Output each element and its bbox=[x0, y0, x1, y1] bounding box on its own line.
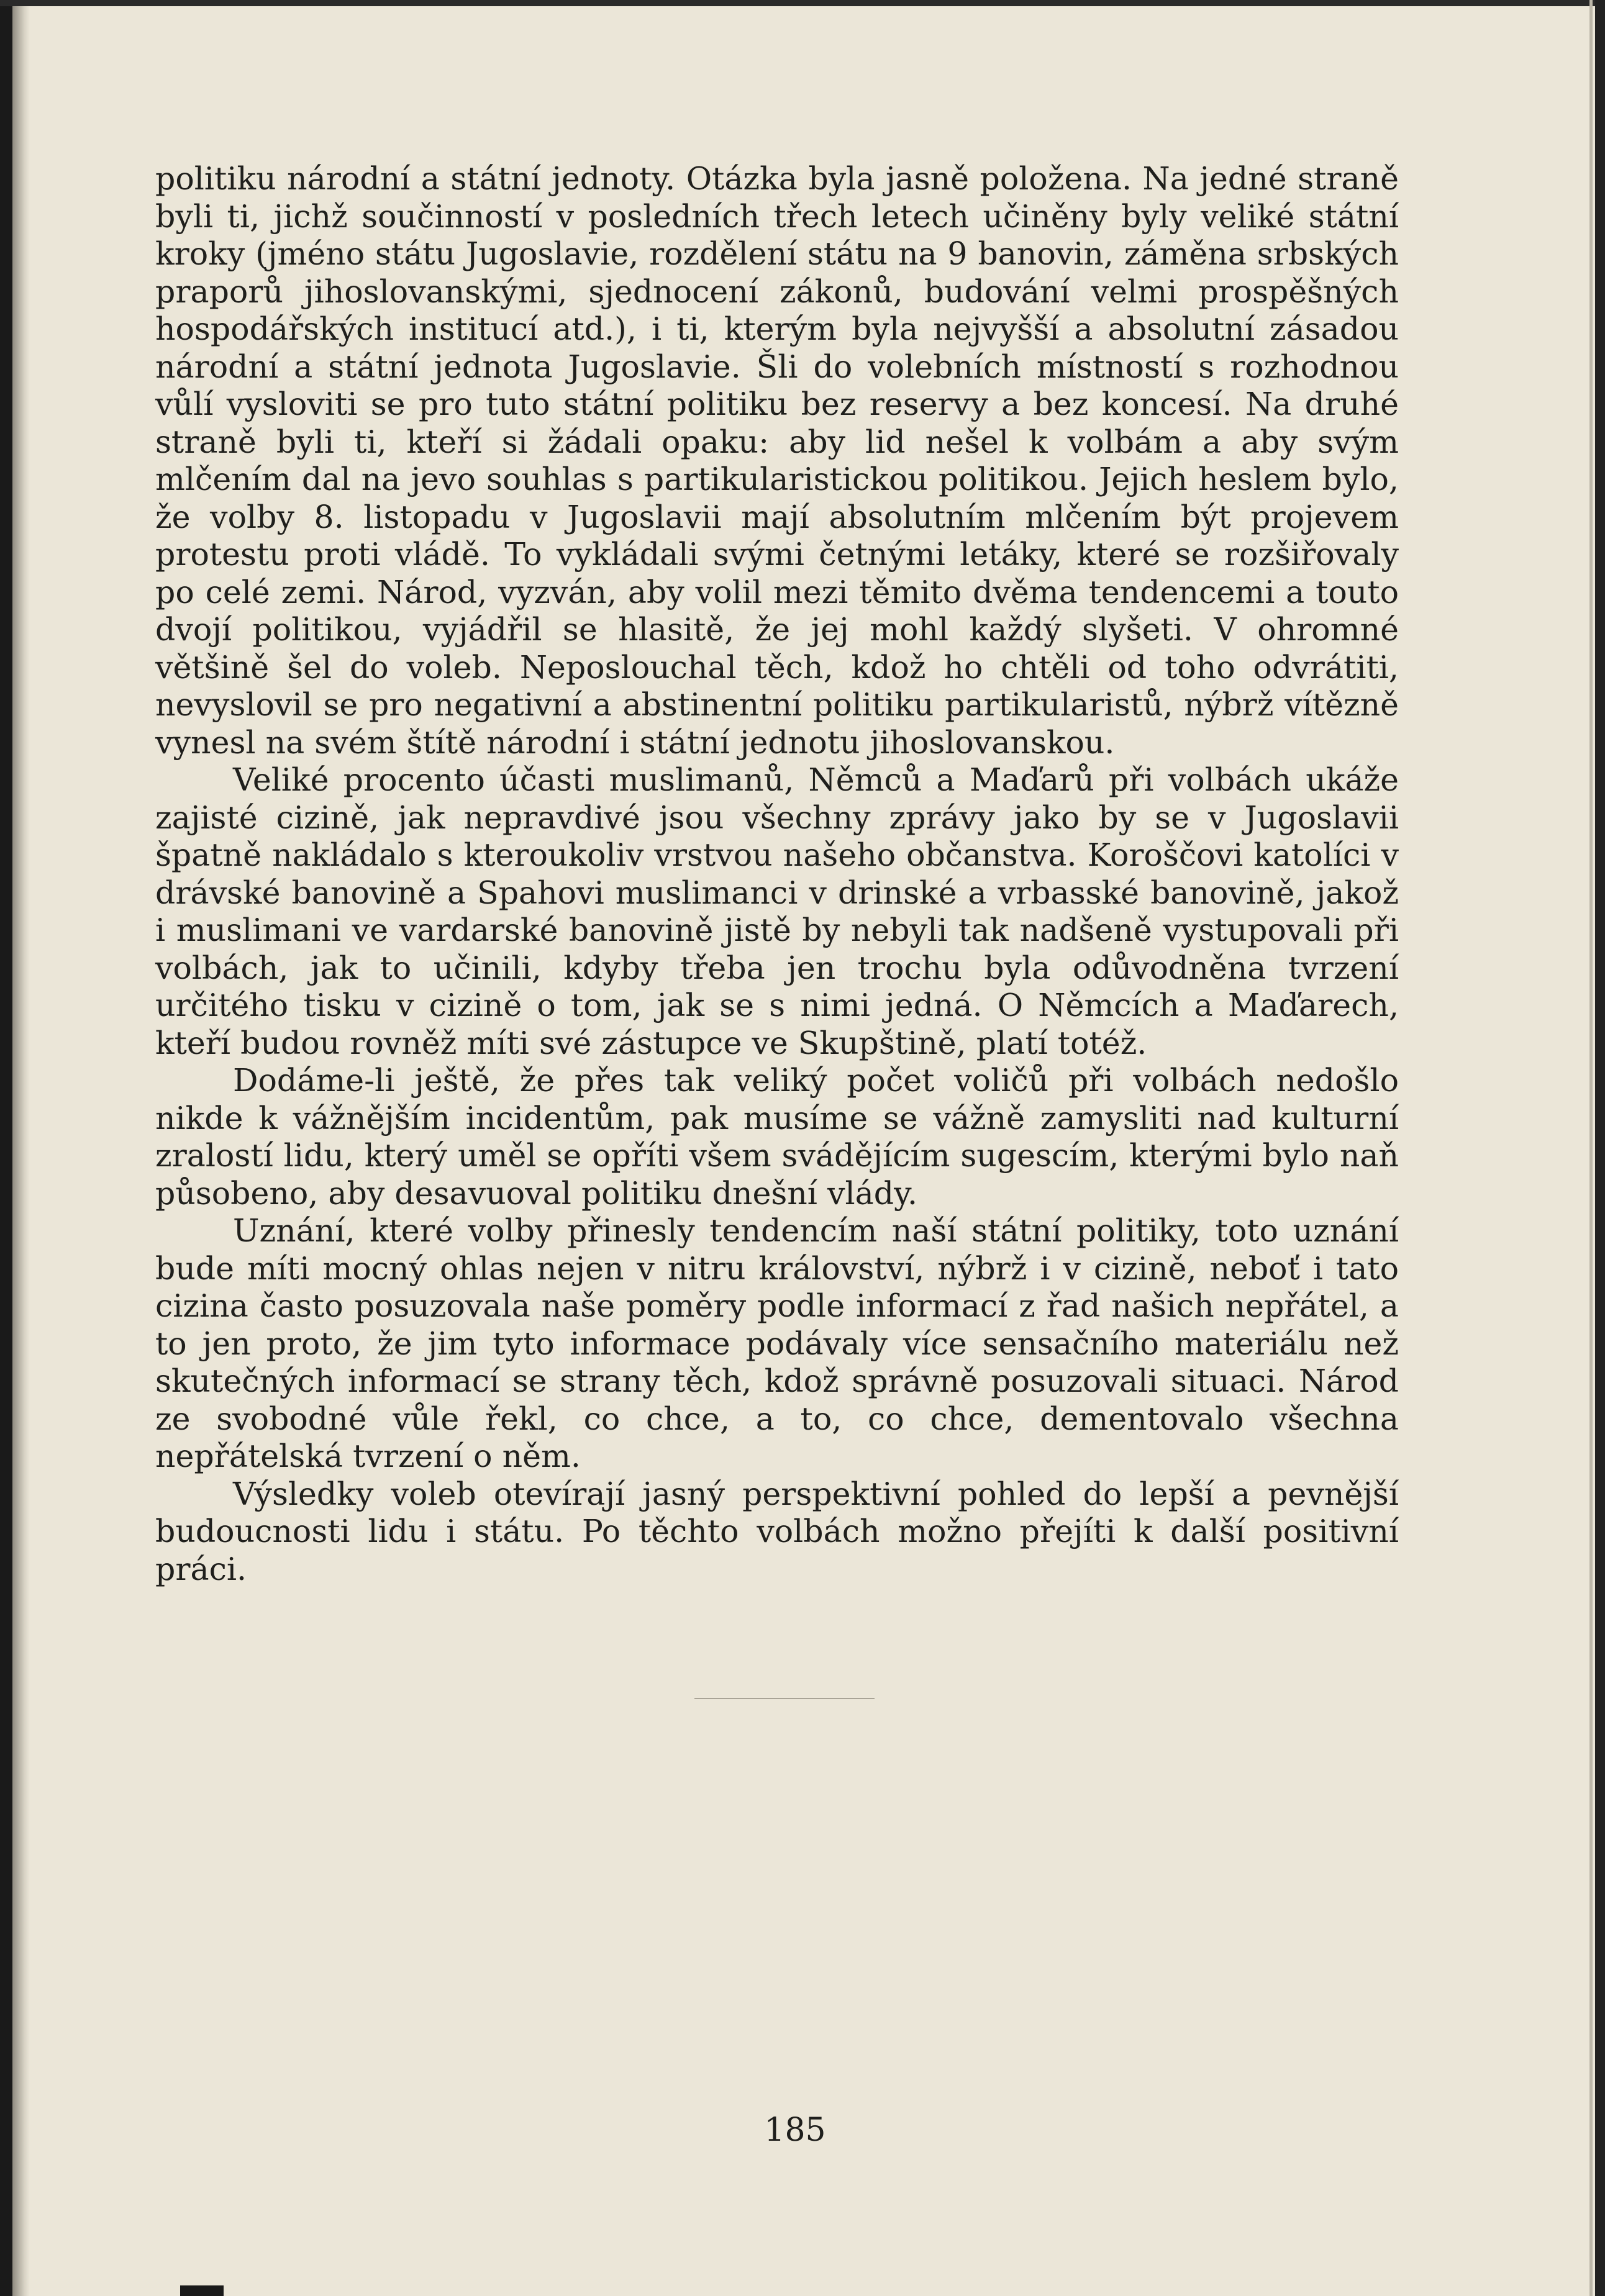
binding-spine bbox=[0, 0, 12, 2296]
section-separator-rule bbox=[694, 1698, 875, 1699]
paragraph-2: Veliké procento účasti muslimanů, Němců a Maďarů při volbách ukáže zajisté cizině, jak nepravdivé jsou všechny zprávy jako by se v Jugoslavii špatně nakládalo s kteroukoliv vrstvou našeho občanstva. Koroščovi katolíci v drávské banovině a Spahovi muslimanci v drinské a vrbasské banovině, jakož i muslimani ve vardarské banovině jistě by nebyli tak nadšeně vystupovali při volbách, jak to učinili, kdyby třeba jen trochu byla odůvodněna tvrzení určitého tisku v cizině o tom, jak se s nimi jedná. O Němcích a Maďarech, kteří budou rovněž míti své zástupce ve Skupštině, platí totéž. bbox=[155, 761, 1399, 1061]
page-right-edge-line bbox=[1589, 0, 1593, 2296]
body-text bbox=[155, 160, 1399, 1588]
paragraph-3: Dodáme-li ještě, že přes tak veliký počet voličů při volbách nedošlo nikde k vážnějším incidentům, pak musíme se vážně zamysliti nad kulturní zralostí lidu, který uměl se opříti všem svádějícím sugescím, kterými bylo naň působeno, aby desavuoval politiku dnešní vlády. bbox=[155, 1062, 1399, 1212]
paragraph-5: Výsledky voleb otevírají jasný perspektivní pohled do lepší a pevnější budoucnosti lidu i státu. Po těchto volbách možno přejíti k další positivní práci. bbox=[155, 1475, 1399, 1587]
paragraph-4: Uznání, které volby přinesly tendencím naší státní politiky, toto uznání bude míti mocný ohlas nejen v nitru království, nýbrž i v cizině, neboť i tato cizina často posuzovala naše poměry podle informací z řad našich nepřátel, a to jen proto, že jim tyto informace podávaly více sensačního materiálu než skutečných informací se strany těch, kdož správně posuzovali situaci. Národ ze svobodné vůle řekl, co chce, a to, co chce, dementovalo všechna nepřátelská tvrzení o něm. bbox=[155, 1212, 1399, 1474]
paragraph-1: politiku národní a státní jednoty. Otázka byla jasně položena. Na jedné straně byli ti, jichž součinností v posledních třech letech učiněny byly veliké státní kroky (jméno státu Jugoslavie, rozdělení státu na 9 banovin, záměna srbských praporů jihoslovanskými, sjednocení zákonů, budování velmi prospěšných hospodářských institucí atd.), i ti, kterým byla nejvyšší a absolutní zásadou národní a státní jednota Jugoslavie. Šli do volebních místností s rozhodnou vůlí vysloviti se pro tuto státní politiku bez reservy a bez koncesí. Na druhé straně byli ti, kteří si žádali opaku: aby lid nešel k volbám a aby svým mlčením dal na jevo souhlas s partikularistickou politikou. Jejich heslem bylo, že volby 8. listopadu v Jugoslavii mají absolutním mlčením být projevem protestu proti vládě. To vykládali svými četnými letáky, které se rozšiřovaly po celé zemi. Národ, vyzván, aby volil mezi těmito dvěma tendencemi a touto dvojí politikou, vyjádřil se hlasitě, že jej mohl každý slyšeti. V ohromné většině šel do voleb. Neposlouchal těch, kdož ho chtěli od toho odvrátiti, nevyslovil se pro negativní a abstinentní politiku partikularistů, nýbrž vítězně vynesl na svém štítě národní i státní jednotu jihoslovanskou. bbox=[155, 160, 1399, 761]
page-right-edge bbox=[1595, 0, 1605, 2296]
bottom-edge-mark bbox=[180, 2285, 224, 2296]
binding-shadow bbox=[12, 0, 30, 2296]
page-top-edge bbox=[0, 0, 1605, 6]
page-number: 185 bbox=[764, 2112, 826, 2149]
